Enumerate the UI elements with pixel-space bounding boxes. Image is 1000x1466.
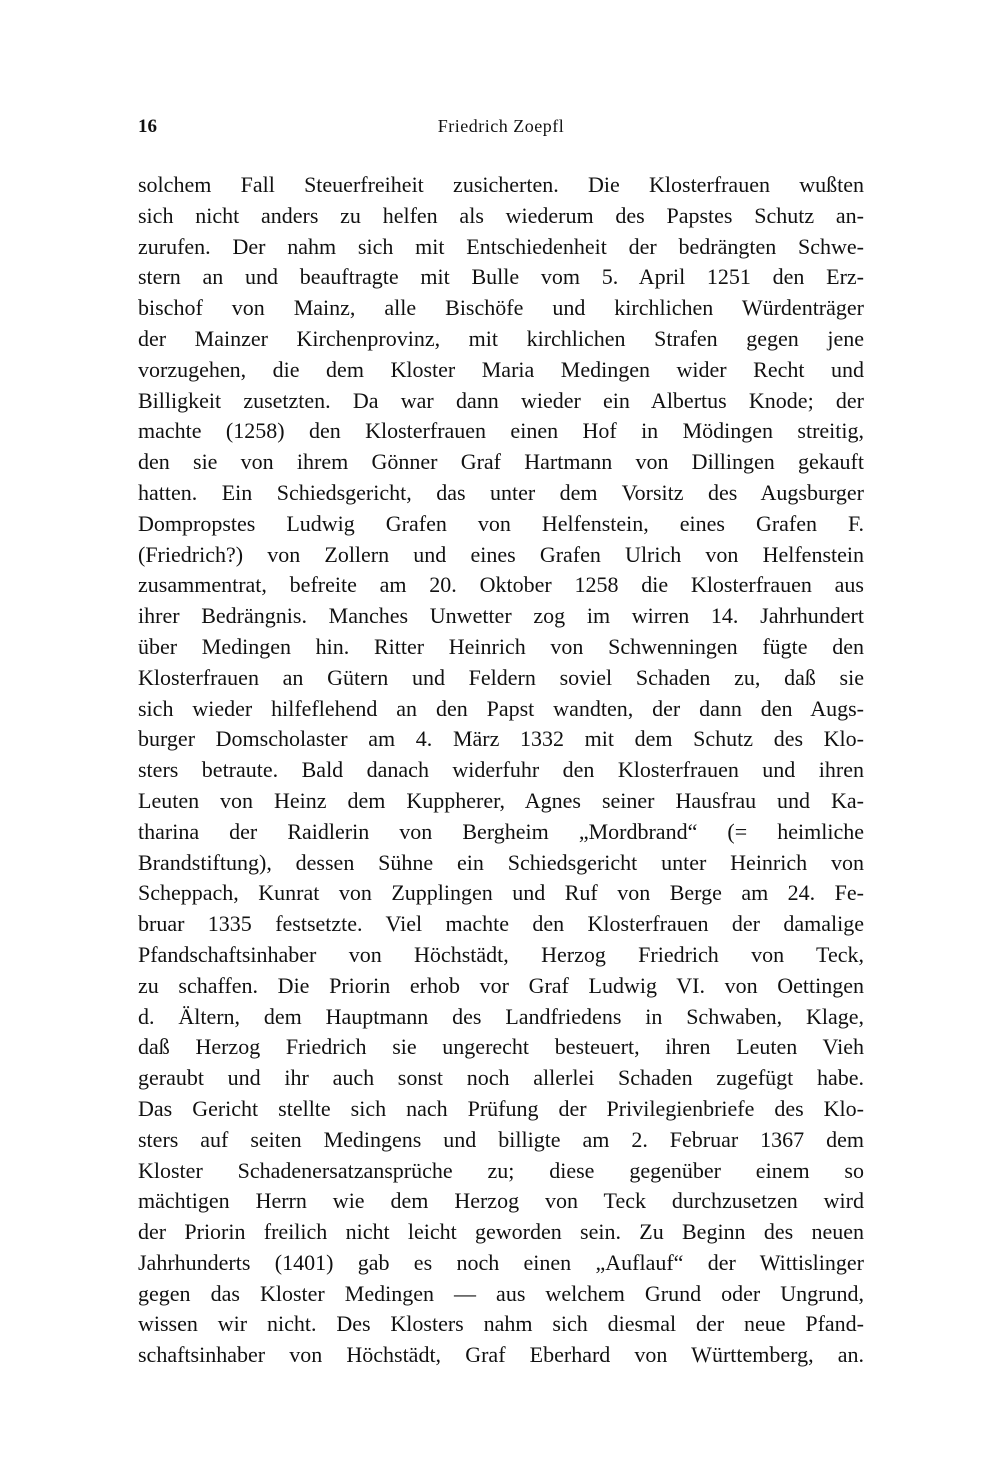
text-line: schaftsinhaber von Höchstädt, Graf Eberhard von Württemberg, an. bbox=[138, 1342, 864, 1368]
text-line: Das Gericht stellte sich nach Prüfung der Privilegienbriefe des Klo- bbox=[138, 1095, 864, 1121]
text-line: Pfandschaftsinhaber von Höchstädt, Herzog Friedrich von Teck, bbox=[138, 941, 864, 967]
text-line: Jahrhunderts (1401) gab es noch einen „Auflauf“ der Wittislinger bbox=[138, 1249, 864, 1275]
text-line: zurufen. Der nahm sich mit Entschiedenheit der bedrängten Schwe- bbox=[138, 233, 864, 259]
text-line: Billigkeit zusetzten. Da war dann wieder ein Albertus Knode; der bbox=[138, 387, 864, 413]
text-line: zu schaffen. Die Priorin erhob vor Graf Ludwig VI. von Oettingen bbox=[138, 972, 864, 998]
text-line: vorzugehen, die dem Kloster Maria Medingen wider Recht und bbox=[138, 356, 864, 382]
text-line: solchem Fall Steuerfreiheit zusicherten. Die Klosterfrauen wußten bbox=[138, 172, 864, 197]
body-text bbox=[138, 170, 864, 1371]
text-line: Dompropstes Ludwig Grafen von Helfenstein, eines Grafen F. bbox=[138, 510, 864, 536]
text-line: stern an und beauftragte mit Bulle vom 5. April 1251 den Erz- bbox=[138, 264, 864, 290]
text-line: zusammentrat, befreite am 20. Oktober 1258 die Klosterfrauen aus bbox=[138, 572, 864, 598]
text-line: sich wieder hilfeflehend an den Papst wandten, der dann den Augs- bbox=[138, 695, 864, 721]
text-line: geraubt und ihr auch sonst noch allerlei Schaden zugefügt habe. bbox=[138, 1065, 864, 1091]
text-line: machte (1258) den Klosterfrauen einen Hof in Mödingen streitig, bbox=[138, 418, 864, 444]
text-line: bruar 1335 festsetzte. Viel machte den Klosterfrauen der damalige bbox=[138, 911, 864, 937]
text-line: Scheppach, Kunrat von Zupplingen und Ruf von Berge am 24. Fe- bbox=[138, 880, 864, 906]
text-line: mächtigen Herrn wie dem Herzog von Teck durchzusetzen wird bbox=[138, 1188, 864, 1214]
running-title: Friedrich Zoepfl bbox=[437, 116, 565, 136]
text-line: Kloster Schadenersatzansprüche zu; diese gegenüber einem so bbox=[138, 1157, 864, 1183]
text-line: den sie von ihrem Gönner Graf Hartmann von Dillingen gekauft bbox=[138, 449, 864, 475]
text-line: der Priorin freilich nicht leicht geworden sein. Zu Beginn des neuen bbox=[138, 1219, 864, 1245]
text-line: gegen das Kloster Medingen — aus welchem Grund oder Ungrund, bbox=[138, 1280, 864, 1306]
text-line: burger Domscholaster am 4. März 1332 mit dem Schutz des Klo- bbox=[138, 726, 864, 752]
text-line: tharina der Raidlerin von Bergheim „Mordbrand“ (= heimliche bbox=[138, 818, 864, 844]
text-line: (Friedrich?) von Zollern und eines Grafen Ulrich von Helfenstein bbox=[138, 541, 864, 567]
text-line: der Mainzer Kirchenprovinz, mit kirchlichen Strafen gegen jene bbox=[138, 325, 864, 351]
text-line: hatten. Ein Schiedsgericht, das unter dem Vorsitz des Augsburger bbox=[138, 479, 864, 505]
text-line: Klosterfrauen an Gütern und Feldern soviel Schaden zu, daß sie bbox=[138, 664, 864, 690]
running-head bbox=[138, 116, 864, 146]
text-line: Brandstiftung), dessen Sühne ein Schiedsgericht unter Heinrich von bbox=[138, 849, 864, 875]
text-line: d. Ältern, dem Hauptmann des Landfriedens in Schwaben, Klage, bbox=[138, 1003, 864, 1029]
text-line: sich nicht anders zu helfen als wiederum des Papstes Schutz an- bbox=[138, 202, 864, 228]
page-number: 16 bbox=[138, 116, 157, 137]
text-line: über Medingen hin. Ritter Heinrich von Schwenningen fügte den bbox=[138, 633, 864, 659]
text-line: Leuten von Heinz dem Kuppherer, Agnes seiner Hausfrau und Ka- bbox=[138, 787, 864, 813]
text-line: wissen wir nicht. Des Klosters nahm sich diesmal der neue Pfand- bbox=[138, 1311, 864, 1337]
text-line: ihrer Bedrängnis. Manches Unwetter zog im wirren 14. Jahrhundert bbox=[138, 603, 864, 629]
text-line: daß Herzog Friedrich sie ungerecht besteuert, ihren Leuten Vieh bbox=[138, 1034, 864, 1060]
text-line: bischof von Mainz, alle Bischöfe und kirchlichen Würdenträger bbox=[138, 295, 864, 321]
text-line: sters auf seiten Medingens und billigte am 2. Februar 1367 dem bbox=[138, 1126, 864, 1152]
text-line: sters betraute. Bald danach widerfuhr den Klosterfrauen und ihren bbox=[138, 757, 864, 783]
